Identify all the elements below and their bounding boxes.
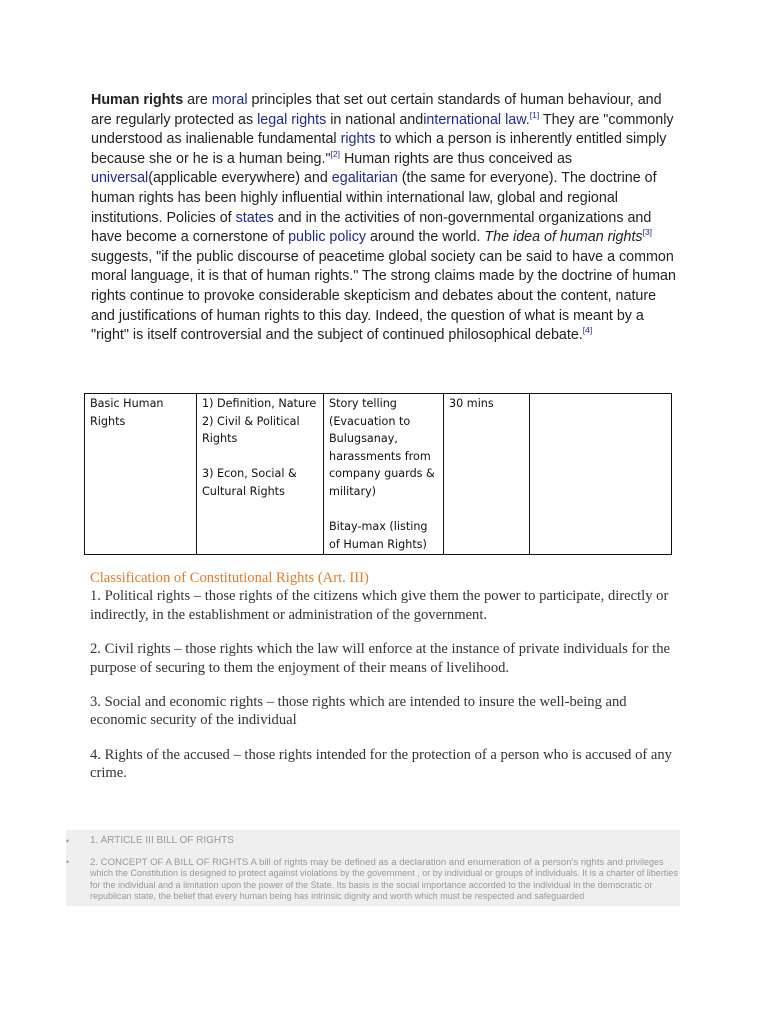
italic-title: The idea of human rights xyxy=(484,229,643,246)
link-universal[interactable]: universal xyxy=(91,170,149,187)
slide-item[interactable] xyxy=(66,857,680,903)
activity-line: Story telling (Evacuation to Bulugsanay, harassments from company guards & military) xyxy=(329,397,435,498)
slides-list xyxy=(66,834,680,903)
text-run: They are "commonly understood as inalienable fundamental xyxy=(91,111,674,148)
blank-line xyxy=(329,501,438,519)
text-run: principles that set out certain standards of human behaviour, and are regularly protected as xyxy=(91,92,662,128)
slide-body-text: privileges which the Constitution is designed to protect against violations by the government , or by individual or groups of individuals. It is a charter of liberties for the individual and a limitation upon the power of the State. Its basis is the social importance accorded to the individual in the democratic or republican state, the belief that every human being has intrinsic dignity and worth which must be respected and safeguarded xyxy=(90,857,678,902)
text-run: and in the activities of non-governmental organizations and have become a cornerstone of xyxy=(91,209,652,246)
content-line: 2) Civil & Political Rights xyxy=(202,414,300,446)
activity-cell xyxy=(324,394,444,555)
topic-text: Basic Human Rights xyxy=(90,397,164,428)
text-run: (the same for everyone). The doctrine of human rights has been highly influential within international law, global and regional institutions. Policies of xyxy=(91,170,657,226)
remarks-cell xyxy=(530,394,672,555)
link-states[interactable]: states xyxy=(235,209,274,226)
classification-section xyxy=(90,569,680,799)
reference-2[interactable]: [2] xyxy=(330,149,340,160)
text-run: to which a person is inherently entitled simply because she or he is a human being." xyxy=(91,131,667,167)
content-line: 1) Definition, Nature xyxy=(202,397,317,410)
time-text: 30 mins xyxy=(449,397,494,410)
activity-line: Bitay-max (listing of Human Rights) xyxy=(329,520,428,551)
classification-item: 3. Social and economic rights – those rights which are intended to insure the well-being and economic security of the individual xyxy=(90,694,627,729)
reference-3[interactable]: [3] xyxy=(642,227,653,238)
bullet-icon: • xyxy=(66,836,70,846)
link-rights[interactable]: rights xyxy=(340,131,376,148)
classification-heading: Classification of Constitutional Rights (Art. III) xyxy=(90,570,369,586)
link-public-policy[interactable]: public policy xyxy=(288,229,366,246)
slide-item[interactable] xyxy=(66,834,680,848)
reference-4[interactable]: [4] xyxy=(582,325,593,336)
slide-heading-text: 2. CONCEPT OF A BILL OF RIGHTS A bill of rights may be defined as a declaration and enumeration of a person's rights and xyxy=(90,857,623,868)
text-run: around the world. xyxy=(366,229,485,246)
table-row xyxy=(85,394,672,555)
link-egalitarian[interactable]: egalitarian xyxy=(331,170,398,187)
text-run: in national and xyxy=(326,111,424,128)
slide-title: 1. ARTICLE III BILL OF RIGHTS xyxy=(90,835,234,846)
time-cell xyxy=(444,394,530,555)
classification-item: 1. Political rights – those rights of the citizens which give them the power to participate, directly or indirectly, in the establishment or administration of the government. xyxy=(90,588,669,623)
text-run: are xyxy=(183,92,212,108)
human-rights-bold: Human rights xyxy=(91,92,184,108)
topic-cell xyxy=(85,394,197,555)
content-line: 3) Econ, Social & Cultural Rights xyxy=(202,467,297,498)
classification-item: 2. Civil rights – those rights which the law will enforce at the instance of private individuals for the purpose of securing to them the enjoyment of their means of livelihood. xyxy=(90,641,670,676)
lesson-plan-table xyxy=(84,393,672,555)
link-legal-rights[interactable]: legal rights xyxy=(257,111,327,128)
content-cell xyxy=(197,394,324,555)
link-moral[interactable]: moral xyxy=(211,92,248,108)
blank-line xyxy=(202,448,318,466)
text-run: (applicable everywhere) and xyxy=(148,170,332,187)
classification-item: 4. Rights of the accused – those rights intended for the protection of a person who is accused of any crime. xyxy=(90,746,672,782)
bullet-icon: • xyxy=(66,857,70,867)
link-international-law[interactable]: international law xyxy=(423,111,526,128)
text-run: . xyxy=(525,111,530,128)
text-run: suggests, "if the public discourse of peacetime global society can be said to have a common moral language, it is that of human rights." The strong claims made by the doctrine of human rights continue to provoke considerable skepticism and debates about the content, nature and justifications of human rights to this day. Indeed, the question of what is meant by a "right" is itself controversial and the subject of continued philosophical debate. xyxy=(91,248,676,344)
text-run: Human rights are thus conceived as xyxy=(340,150,573,167)
reference-1[interactable]: [1] xyxy=(529,109,540,120)
intro-paragraph xyxy=(91,91,681,346)
slides-excerpt xyxy=(66,830,680,906)
